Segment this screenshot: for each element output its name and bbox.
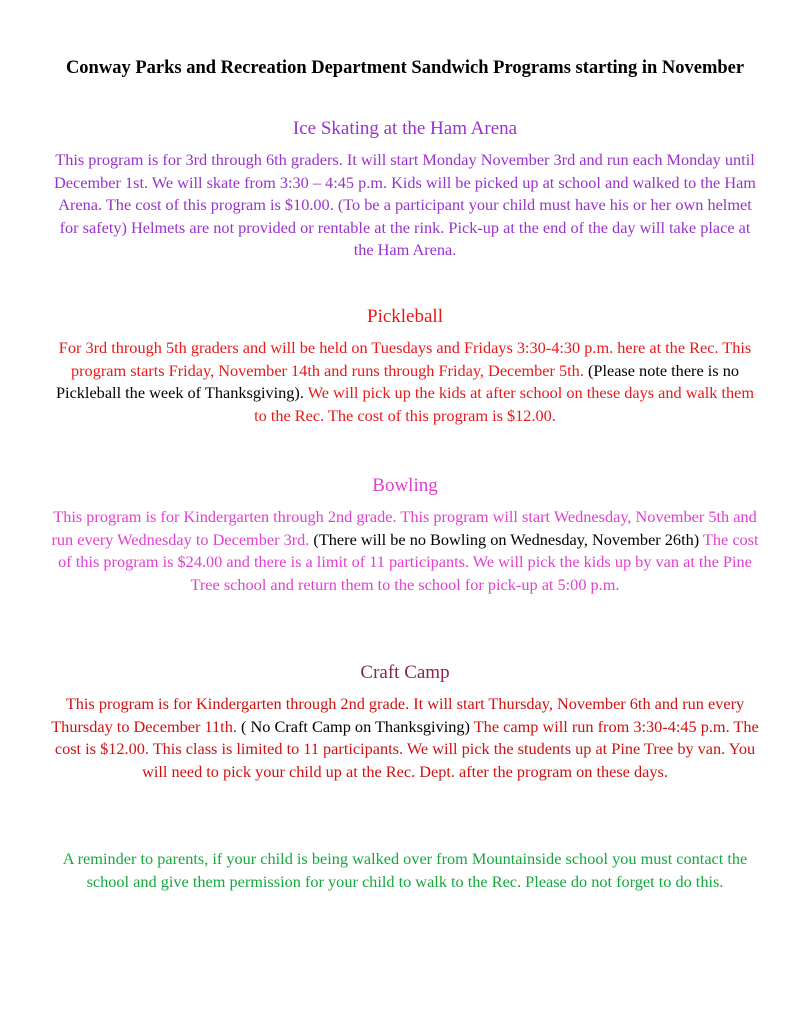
bowling-text-2: The cost of this program is $24.00 and there is a limit of 11 participants. We will pick the kids up by van at the Pine Tree school and return them to the school for pick-up at 5:00 p.m.: [58, 529, 759, 594]
craft-camp-text-2: The camp will run from 3:30-4:45 p.m. The cost is $12.00. This class is limited to 11 participants. We will pick the students up at Pine Tree by van. You will need to pick your child up at the Rec. Dept. after the program on these days.: [54, 716, 759, 781]
craft-camp-text-1: This program is for Kindergarten through 2nd grade. It will start Thursday, November 6th and run every Thursday to December 11th.: [51, 694, 745, 736]
parent-reminder: A reminder to parents, if your child is being walked over from Mountainside school you must contact the school and give them permission for your child to walk to the Rec. Please do not forget to do this.: [62, 849, 748, 891]
craft-camp-note: ( No Craft Camp on Thanksgiving): [240, 716, 470, 736]
pickleball-heading: Pickleball: [367, 306, 443, 327]
pickleball-description: [50, 337, 760, 427]
bowling-description: [50, 506, 760, 596]
pickleball-text-2: We will pick up the kids at after school on these days and walk them to the Rec. The cost of this program is $12.00.: [254, 383, 755, 425]
craft-camp-description: [50, 693, 760, 783]
pickleball-note: (Please note there is no Pickleball the week of Thanksgiving).: [55, 360, 739, 402]
bowling-text-1: This program is for Kindergarten through 2nd grade. This program will start Wednesday, November 5th and run every Wednesday to December 3rd.: [51, 507, 757, 549]
ice-skating-description: This program is for 3rd through 6th graders. It will start Monday November 3rd and run each Monday until December 1st. We will skate from 3:30 – 4:45 p.m. Kids will be picked up at school and walked to the Ham Arena. The cost of this program is $10.00. (To be a participant your child must have his or her own helmet for safety) Helmets are not provided or rentable at the rink. Pick-up at the end of the day will take place at the Ham Arena.: [54, 150, 756, 259]
bowling-heading: Bowling: [372, 475, 438, 496]
bowling-note: (There will be no Bowling on Wednesday, November 26th): [313, 529, 700, 549]
document-title: Conway Parks and Recreation Department Sandwich Programs starting in November: [65, 58, 745, 78]
pickleball-text-1: For 3rd through 5th graders and will be held on Tuesdays and Fridays 3:30-4:30 p.m. here at the Rec. This program starts Friday, November 14th and runs through Friday, December 5th.: [58, 338, 752, 380]
craft-camp-heading: Craft Camp: [360, 662, 450, 683]
ice-skating-heading: Ice Skating at the Ham Arena: [292, 118, 518, 139]
